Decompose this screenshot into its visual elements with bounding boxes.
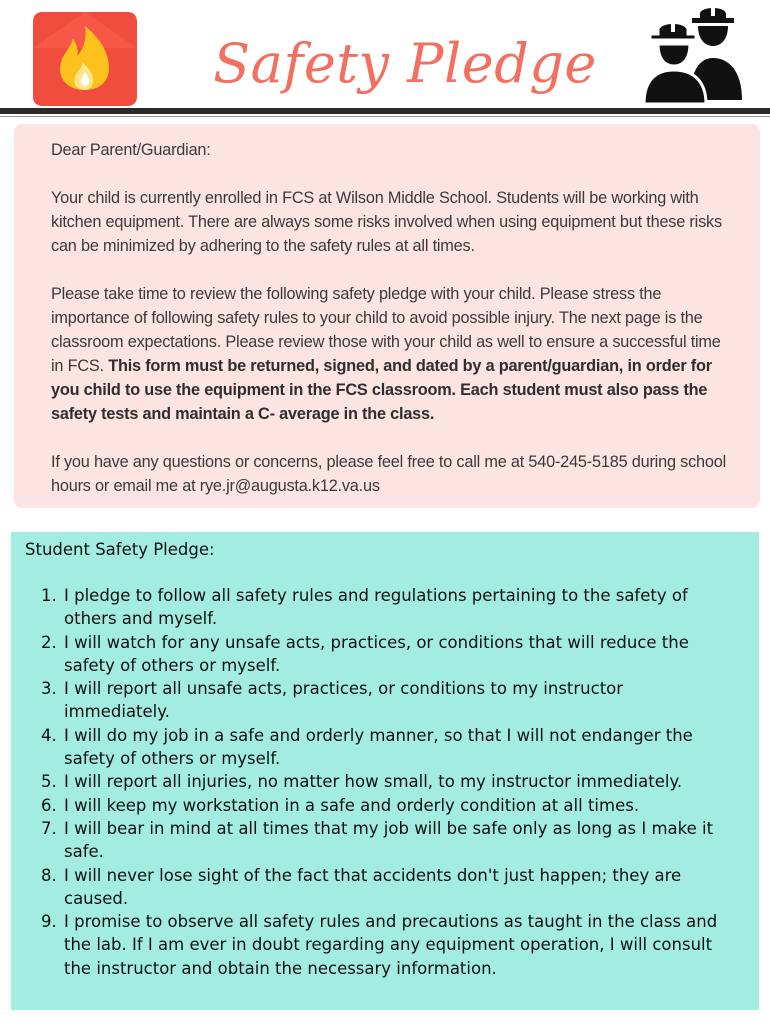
construction-workers-icon [640,4,744,104]
pledge-item: 5. I will report all injuries, no matter how small, to my instructor immediately. [62,770,729,793]
pledge-item: 6. I will keep my workstation in a safe and orderly condition at all times. [62,794,729,817]
header-divider-thin [0,116,770,117]
pledge-item: 4. I will do my job in a safe and orderly manner, so that I will not endanger the safety of others or myself. [62,724,729,771]
pledge-list [25,584,729,980]
letter-greeting: Dear Parent/Guardian: [51,141,211,159]
pledge-item: 9. I promise to observe all safety rules and precautions as taught in the class and the lab. If I am ever in doubt regarding any equipment operation, I will consult the instructor and obtain the necessary information. [62,910,729,980]
pledge-item: 3. I will report all unsafe acts, practices, or conditions to my instructor immediately. [62,677,729,724]
pledge-item: 7. I will bear in mind at all times that my job will be safe only as long as I make it safe. [62,817,729,864]
letter-paragraph-2-text: Please take time to review the following safety pledge with your child. Please stress the importance of following safety rules to your child to avoid possible injury. The next page is the classroom expectations. Please review those with your child as well to ensure a successful time in FCS. [51,285,721,375]
pledge-item: 2. I will watch for any unsafe acts, practices, or conditions that will reduce the safety of others or myself. [62,631,729,678]
pledge-heading: Student Safety Pledge: [25,540,215,559]
page-title: Safety Pledge [213,32,597,95]
letter-paragraph-1: Your child is currently enrolled in FCS at Wilson Middle School. Students will be working with kitchen equipment. There are always some risks involved when using equipment but these risks can be minimized by adhering to the safety rules at all times. [51,189,722,255]
letter-paragraph-2 [51,282,730,426]
pledge-item: 1. I pledge to follow all safety rules and regulations pertaining to the safety of others and myself. [62,584,729,631]
parent-letter [14,124,760,508]
return-requirement-notice: This form must be returned, signed, and dated by a parent/guardian, in order for you child to use the equipment in the FCS classroom. Each student must also pass the safety tests and maintain a C- average in the class. [51,357,712,423]
header-divider [0,108,770,114]
page-header [0,0,770,112]
pledge-item: 8. I will never lose sight of the fact that accidents don't just happen; they are caused. [62,864,729,911]
letter-paragraph-3: If you have any questions or concerns, please feel free to call me at 540-245-5185 during school hours or email me at rye.jr@augusta.k12.va.us [51,453,726,495]
student-safety-pledge [11,532,759,1010]
fire-icon [33,12,137,106]
